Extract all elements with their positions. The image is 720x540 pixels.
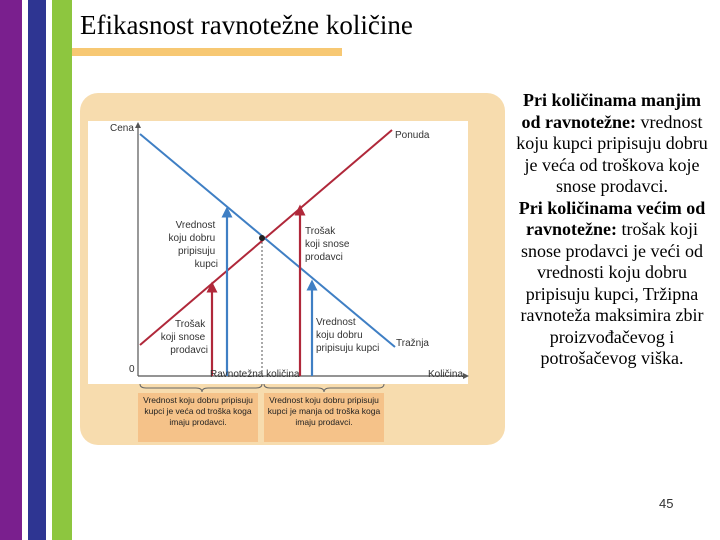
supply-label: Ponuda bbox=[395, 130, 430, 141]
caption-right: Vrednost koju dobru pripisuju kupci je manja od troška koga imaju prodavci. bbox=[264, 393, 384, 442]
paragraph-2-text: trošak koji snose prodavci je veći od vrednosti koju dobru pripisuju kupci, Tržipna ravnoteža maksimira zbir proizvođačevog i potrošačevog viška. bbox=[520, 219, 704, 368]
origin-label: 0 bbox=[129, 364, 135, 375]
right-cost-label: Trošak koji snose prodavci bbox=[305, 226, 350, 263]
right-value-label: Vrednost koju dobru pripisuju kupci bbox=[316, 317, 380, 354]
left-cost-label: Trošak koji snose prodavci bbox=[160, 319, 208, 356]
equilibrium-label: Ravnotežna količina bbox=[210, 369, 300, 380]
paragraph-2-bold: Pri količinama većim od ravnotežne: bbox=[518, 197, 706, 239]
right-bracket bbox=[264, 384, 384, 392]
y-axis-label: Cena bbox=[110, 123, 134, 134]
left-bracket bbox=[140, 384, 262, 392]
caption-left: Vrednost koju dobru pripisuju kupci je veća od troška koga imaju prodavci. bbox=[138, 393, 258, 442]
explanation-text bbox=[512, 90, 712, 370]
slide-title: Efikasnost ravnotežne količine bbox=[80, 10, 413, 40]
paragraph-1-bold: Pri količinama manjim od ravnotežne: bbox=[521, 90, 701, 132]
x-axis-label: Količina bbox=[428, 369, 464, 380]
left-value-label: Vrednost koju dobru pripisuju kupci bbox=[168, 220, 218, 270]
equilibrium-point bbox=[259, 235, 265, 241]
paragraph-1-text: vrednost koju kupci pripisuju dobru je veća od troškova koje snose prodavci. bbox=[516, 111, 708, 196]
page-number: 45 bbox=[659, 496, 674, 511]
demand-label: Tražnja bbox=[396, 338, 429, 349]
